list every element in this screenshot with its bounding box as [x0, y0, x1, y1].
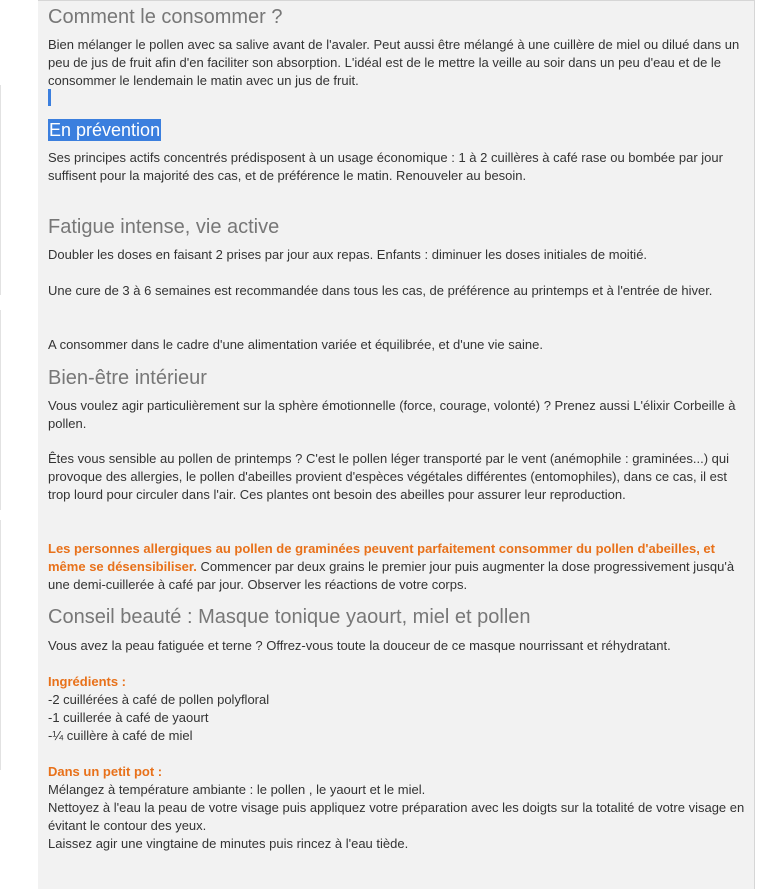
instructions-block [48, 763, 748, 853]
heading-consume: Comment le consommer ? [48, 6, 283, 28]
left-margin [0, 0, 38, 889]
paragraph-beauty-intro: Vous avez la peau fatiguée et terne ? Offrez-vous toute la douceur de ce masque nourrissant et réhydratant. [48, 638, 671, 653]
instruction-step: Laissez agir une vingtaine de minutes puis rincez à l'eau tiède. [48, 836, 409, 851]
allergy-highlight: Les personnes allergiques au pollen de graminées peuvent parfaitement consommer du pollen d'abeilles, et même se désensibiliser. [48, 541, 715, 574]
ingredient-item: -¼ cuillère à café de miel [48, 728, 193, 743]
allergy-text: Commencer par deux grains le premier jour puis augmenter la dose progressivement jusqu'à une demi-cuillerée à café par jour. Observer les réactions de votre corps. [48, 559, 735, 592]
paragraph-fatigue-3: A consommer dans le cadre d'une alimentation variée et équilibrée, et d'une vie saine. [48, 337, 543, 352]
content-right-border [754, 0, 755, 889]
margin-divider [0, 520, 1, 770]
paragraph-wellbeing-2: Êtes vous sensible au pollen de printemps ? C'est le pollen léger transporté par le vent (anémophile : graminées...) qui provoque des allergies, le pollen d'abeilles provient d'espèces végétales différentes (entomophiles), dans ce cas, il est trop lourd pour circuler dans l'air. Ces plantes ont besoin des abeilles pour assurer leur reproduction. [48, 451, 730, 502]
instruction-step: Mélangez à température ambiante : le pollen , le yaourt et le miel. [48, 782, 426, 797]
ingredient-item: -2 cuillérées à café de pollen polyfloral [48, 692, 270, 707]
paragraph-fatigue-1: Doubler les doses en faisant 2 prises par jour aux repas. Enfants : diminuer les doses initiales de moitié. [48, 247, 648, 262]
paragraph-wellbeing-1: Vous voulez agir particulièrement sur la sphère émotionnelle (force, courage, volonté) ? Prenez aussi L'élixir Corbeille à pollen. [48, 398, 736, 431]
heading-fatigue: Fatigue intense, vie active [48, 216, 280, 238]
pot-label: Dans un petit pot : [48, 764, 163, 779]
heading-beauty: Conseil beauté : Masque tonique yaourt, miel et pollen [48, 606, 531, 628]
article-content [38, 0, 754, 889]
heading-wellbeing: Bien-être intérieur [48, 367, 207, 389]
ingredients-label: Ingrédients : [48, 674, 127, 689]
margin-divider [0, 85, 1, 295]
ingredient-item: -1 cuillerée à café de yaourt [48, 710, 209, 725]
ingredients-block [48, 673, 748, 745]
paragraph-prevention: Ses principes actifs concentrés prédisposent à un usage économique : 1 à 2 cuillères à café rase ou bombée par jour suffisent pour la majorité des cas, et de préférence le matin. Renouveler au besoin. [48, 150, 723, 183]
paragraph-consume: Bien mélanger le pollen avec sa salive avant de l'avaler. Peut aussi être mélangé à une cuillère de miel ou dilué dans un peu de jus de fruit afin d'en faciliter son absorption. L'idéal est de le mettre la veille au soir dans un peu d'eau et de le consommer le lendemain le matin avec un jus de fruit. [48, 37, 740, 88]
paragraph-fatigue-2: Une cure de 3 à 6 semaines est recommandée dans tous les cas, de préférence au printemps et à l'entrée de hiver. [48, 283, 713, 298]
instruction-step: Nettoyez à l'eau la peau de votre visage puis appliquez votre préparation avec les doigts sur la totalité de votre visage en évitant le contour des yeux. [48, 800, 745, 833]
text-cursor [48, 89, 51, 106]
margin-divider [0, 310, 1, 510]
paragraph-allergy [48, 540, 748, 594]
heading-prevention[interactable]: En prévention [49, 120, 161, 140]
